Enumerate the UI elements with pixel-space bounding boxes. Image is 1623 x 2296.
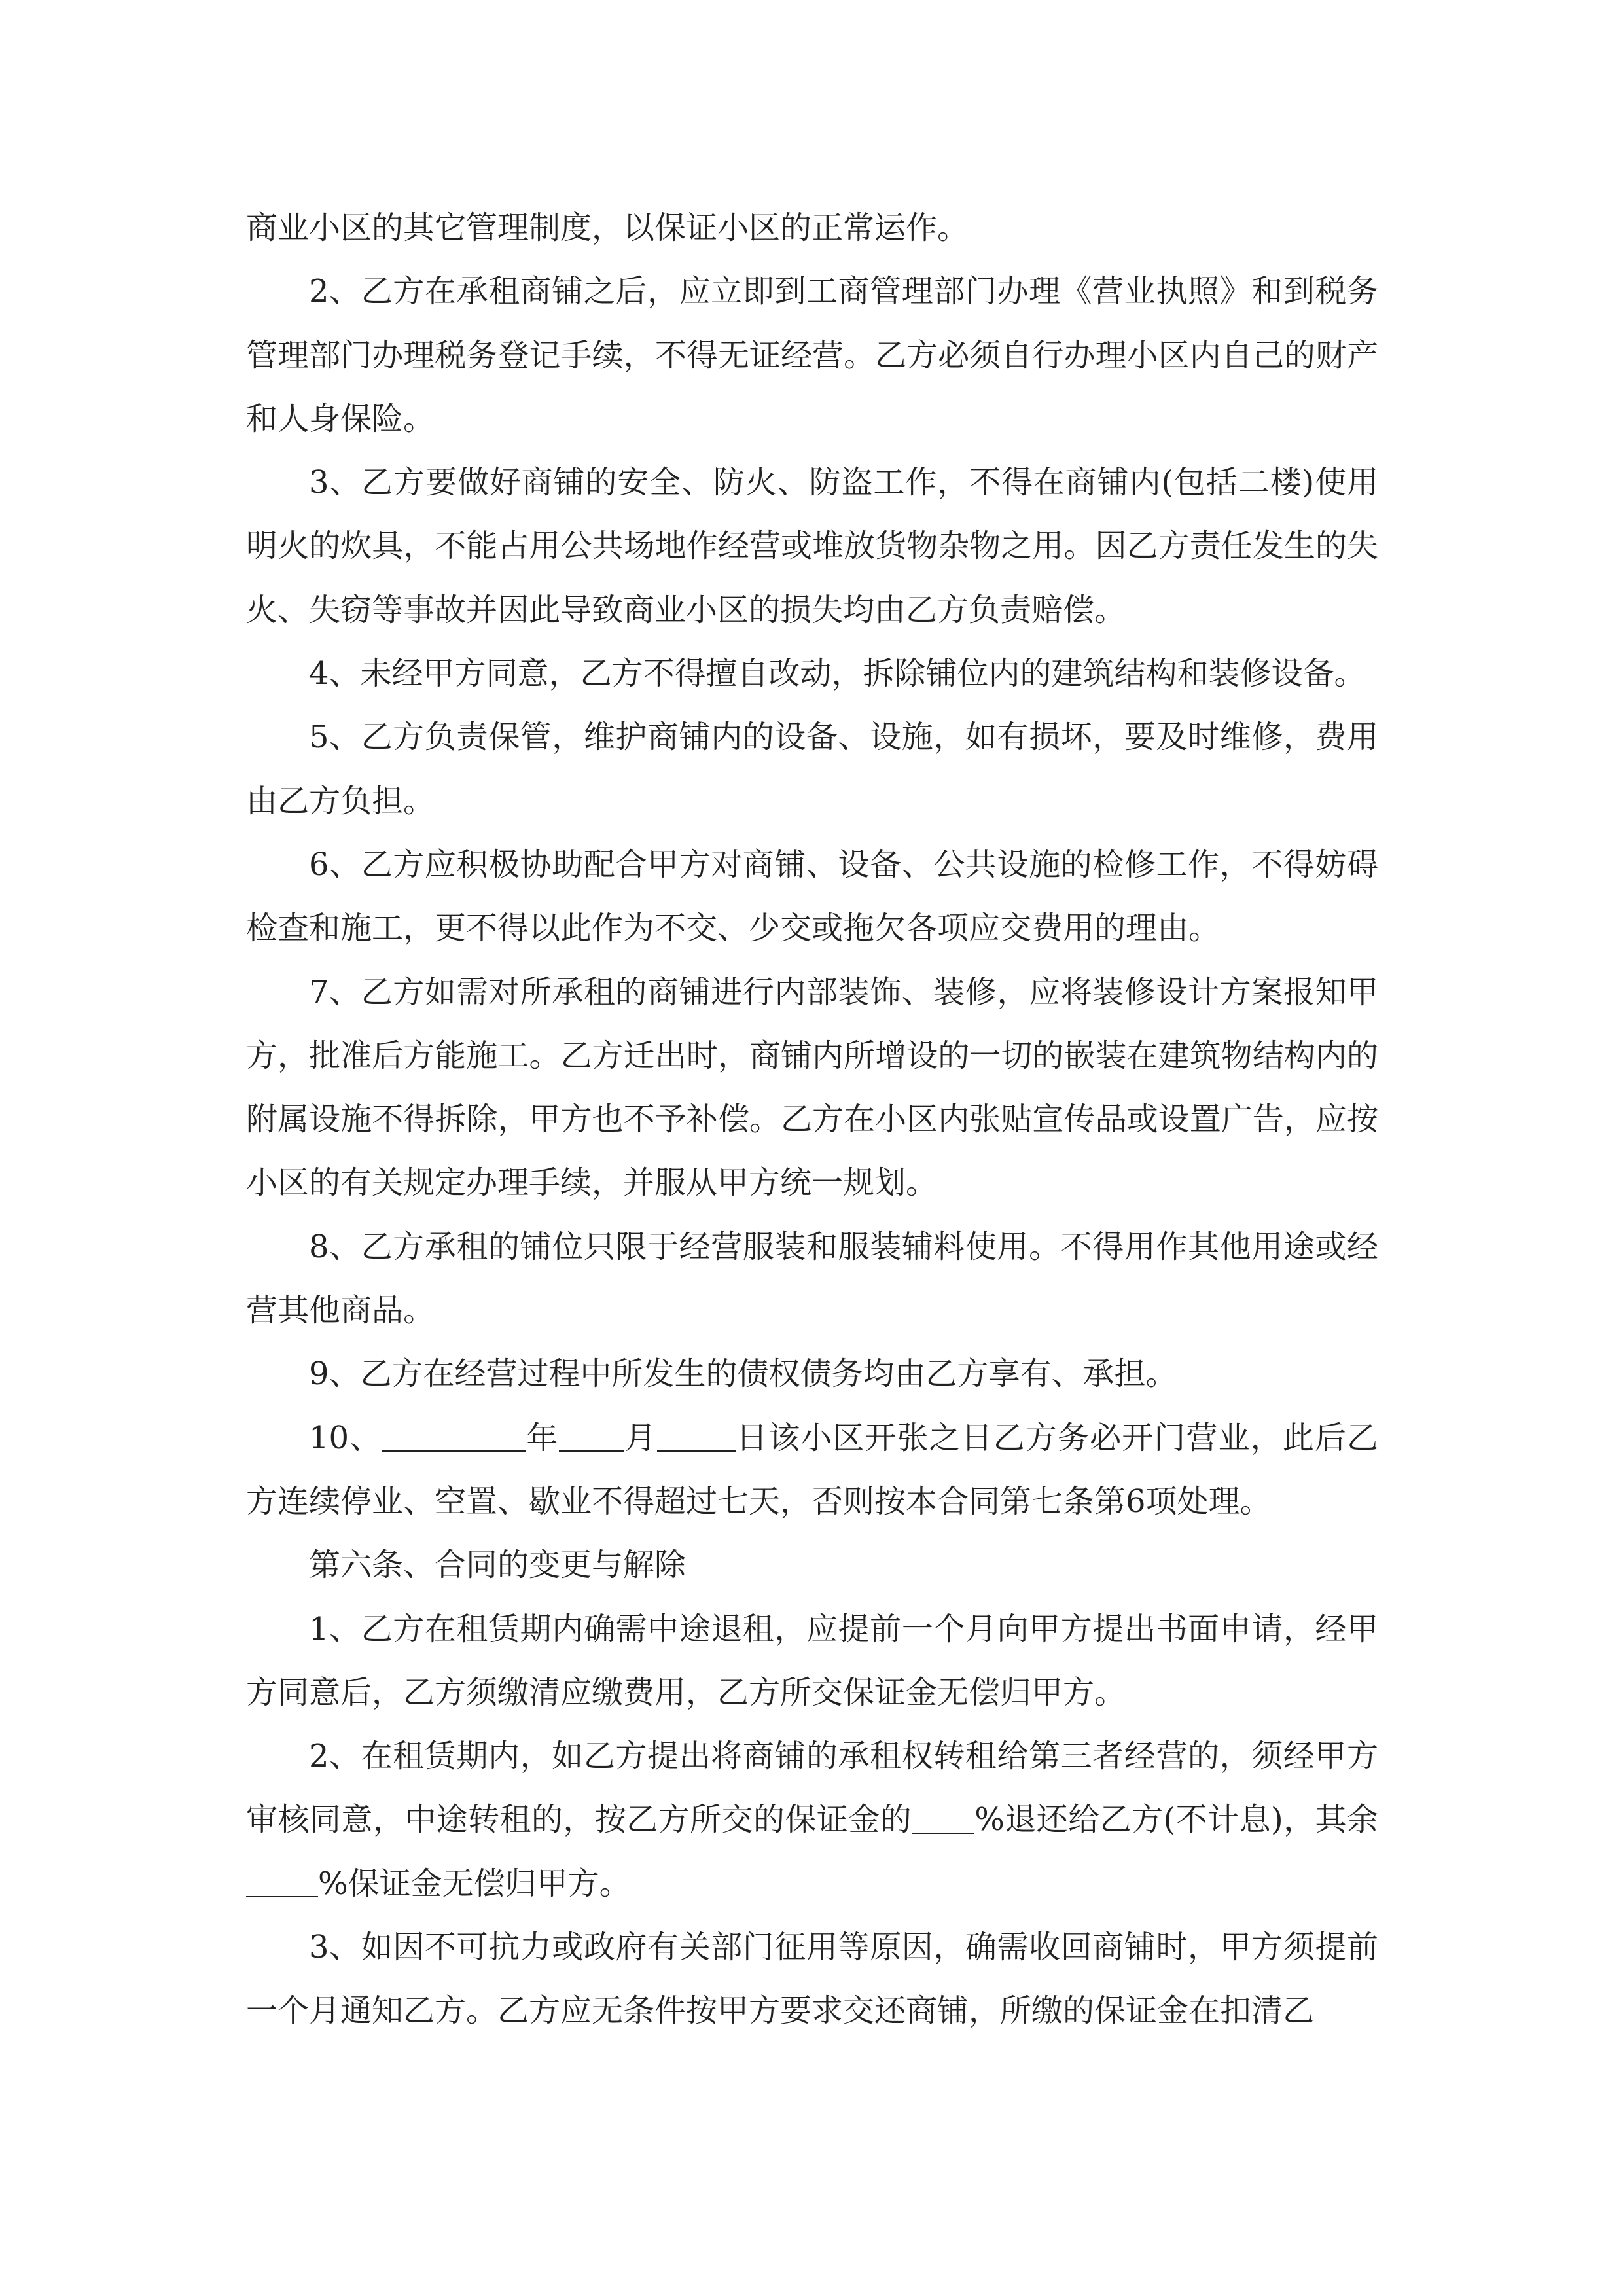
clause-10-prefix: 10、	[309, 1419, 382, 1456]
section-heading: 第六条、合同的变更与解除	[309, 1547, 687, 1584]
blank-year	[382, 1418, 526, 1452]
clause-4: 4、未经甲方同意，乙方不得擅自改动，拆除铺位内的建筑结构和装修设备。	[309, 655, 1366, 692]
paragraph-continuation: 商业小区的其它管理制度，以保证小区的正常运作。	[246, 209, 969, 246]
clause-5: 5、乙方负责保管，维护商铺内的设备、设施，如有损坏，要及时维修，费用由乙方负担。	[246, 719, 1378, 819]
clause-6: 6、乙方应积极协助配合甲方对商铺、设备、公共设施的检修工作，不得妨碍检查和施工，更不得以此作为不交、少交或拖欠各项应交费用的理由。	[246, 846, 1378, 947]
month-label: 月	[624, 1419, 657, 1456]
blank-remaining-percent	[246, 1863, 318, 1897]
blank-month	[559, 1418, 624, 1452]
clause-2-part2: %退还给乙方(不计息)，其余	[974, 1801, 1378, 1839]
clause-2-part3: %保证金无偿归甲方。	[318, 1865, 631, 1902]
document-page	[246, 196, 1378, 2043]
section6-clause-2	[246, 1725, 1378, 1916]
clause-2: 2、乙方在承租商铺之后，应立即到工商管理部门办理《营业执照》和到税务管理部门办理税务登记手续，不得无证经营。乙方必须自行办理小区内自己的财产和人身保险。	[246, 273, 1378, 437]
section6-clause-1: 1、乙方在租赁期内确需中途退租，应提前一个月向甲方提出书面申请，经甲方同意后，乙方须缴清应缴费用，乙方所交保证金无偿归甲方。	[246, 1610, 1378, 1711]
clause-7: 7、乙方如需对所承租的商铺进行内部装饰、装修，应将装修设计方案报知甲方，批准后方能施工。乙方迁出时，商铺内所增设的一切的嵌装在建筑物结构内的附属设施不得拆除，甲方也不予补偿。乙方在小区内张贴宣传品或设置广告，应按小区的有关规定办理手续，并服从甲方统一规划。	[246, 973, 1378, 1202]
clause-3: 3、乙方要做好商铺的安全、防火、防盗工作，不得在商铺内(包括二楼)使用明火的炊具，不能占用公共场地作经营或堆放货物杂物之用。因乙方责任发生的失火、失窃等事故并因此导致商业小区的损失均由乙方负责赔偿。	[246, 464, 1378, 628]
section6-clause-3: 3、如因不可抗力或政府有关部门征用等原因，确需收回商铺时，甲方须提前一个月通知乙方。乙方应无条件按甲方要求交还商铺，所缴的保证金在扣清乙	[246, 1929, 1378, 2030]
clause-10-text: 日该小区开张之日乙方务必开门营业，此后乙方连续停业、空置、歇业不得超过七天，否则按本合同第七条第6项处理。	[246, 1419, 1378, 1520]
clause-9: 9、乙方在经营过程中所发生的债权债务均由乙方享有、承担。	[309, 1355, 1177, 1393]
blank-refund-percent	[912, 1800, 974, 1834]
clause-8: 8、乙方承租的铺位只限于经营服装和服装辅料使用。不得用作其他用途或经营其他商品。	[246, 1228, 1378, 1329]
year-label: 年	[526, 1419, 559, 1456]
clause-2-part1: 2、在租赁期内，如乙方提出将商铺的承租权转租给第三者经营的，须经甲方审核同意，中途转租的，按乙方所交的保证金的	[246, 1738, 1378, 1839]
blank-day	[657, 1418, 736, 1452]
clause-10	[246, 1407, 1378, 1534]
